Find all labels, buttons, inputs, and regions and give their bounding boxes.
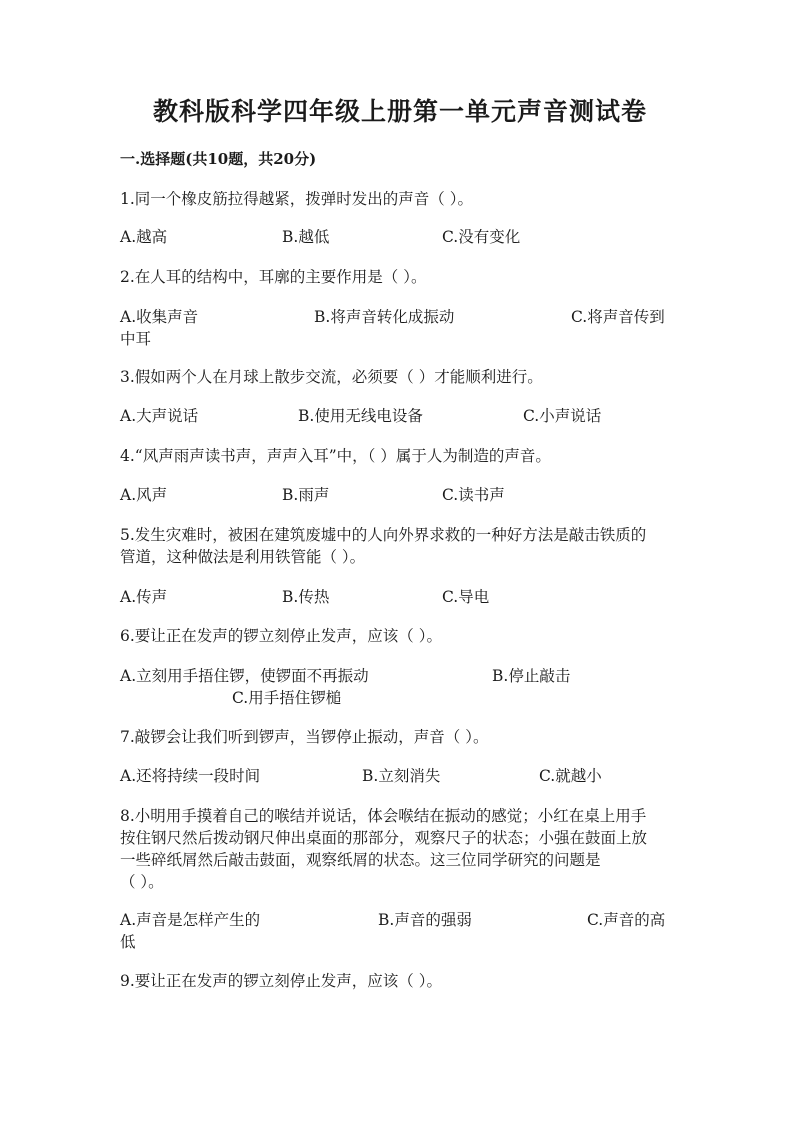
option-c[interactable]: C.将声音传到: [571, 308, 665, 326]
page-title: 教科版科学四年级上册第一单元声音测试卷: [152, 97, 647, 126]
option-b[interactable]: B.声音的强弱: [378, 911, 472, 929]
question-7-options: [120, 765, 680, 787]
option-b[interactable]: B.越低: [282, 228, 330, 246]
option-a[interactable]: A.大声说话: [120, 407, 199, 425]
option-b[interactable]: B.将声音转化成振动: [314, 308, 455, 326]
option-c[interactable]: C.没有变化: [442, 228, 521, 246]
option-c[interactable]: C.用手捂住锣槌: [232, 689, 342, 707]
question-8-stem-line-1: 8.小明用手摸着自己的喉结并说话，体会喉结在振动的感觉；小红在桌上用手: [120, 807, 647, 825]
question-8-stem-line-4: （ ）。: [120, 873, 164, 891]
question-8-options: [120, 909, 680, 931]
option-c-continuation: 中耳: [120, 330, 152, 348]
option-c[interactable]: C.读书声: [442, 486, 505, 504]
question-1-stem: 1.同一个橡皮筋拉得越紧，拨弹时发出的声音（ ）。: [120, 190, 473, 208]
question-6-stem: 6.要让正在发声的锣立刻停止发声，应该（ ）。: [120, 627, 442, 645]
option-a[interactable]: A.还将持续一段时间: [120, 767, 261, 785]
question-2-stem: 2.在人耳的结构中，耳廓的主要作用是（ ）。: [120, 268, 427, 286]
option-a[interactable]: A.收集声音: [120, 308, 199, 326]
option-b[interactable]: B.立刻消失: [362, 767, 441, 785]
option-c[interactable]: C.声音的高: [587, 911, 666, 929]
option-c[interactable]: C.小声说话: [523, 407, 602, 425]
question-2-options: [120, 306, 680, 328]
question-3-options: [120, 405, 680, 427]
question-4-options: [120, 484, 680, 506]
option-a[interactable]: A.声音是怎样产生的: [120, 911, 261, 929]
option-b[interactable]: B.停止敲击: [492, 667, 571, 685]
question-5-stem-line-2: 管道，这种做法是利用铁管能（ ）。: [120, 548, 366, 566]
question-6-options: [120, 665, 680, 687]
option-a[interactable]: A.传声: [120, 588, 168, 606]
section-heading: 一.选择题(共10题，共20分): [120, 150, 317, 168]
question-7-stem: 7.敲锣会让我们听到锣声，当锣停止振动，声音（ ）。: [120, 728, 489, 746]
question-4-stem: 4.“风声雨声读书声，声声入耳”中，（ ）属于人为制造的声音。: [120, 447, 551, 465]
option-b[interactable]: B.使用无线电设备: [298, 407, 423, 425]
option-c[interactable]: C.就越小: [539, 767, 602, 785]
question-5-options: [120, 586, 680, 608]
question-3-stem: 3.假如两个人在月球上散步交流，必须要（ ）才能顺利进行。: [120, 368, 543, 386]
question-1-options: [120, 226, 680, 248]
option-a[interactable]: A.立刻用手捂住锣，使锣面不再振动: [120, 667, 369, 685]
question-8-stem-line-2: 按住钢尺然后拨动钢尺伸出桌面的那部分，观察尺子的状态；小强在鼓面上放: [120, 829, 648, 847]
question-5-stem-line-1: 5.发生灾难时，被困在建筑废墟中的人向外界求救的一种好方法是敲击铁质的: [120, 526, 647, 544]
option-a[interactable]: A.风声: [120, 486, 168, 504]
option-a[interactable]: A.越高: [120, 228, 168, 246]
option-c-continuation: 低: [120, 933, 136, 951]
question-8-stem-line-3: 一些碎纸屑然后敲击鼓面，观察纸屑的状态。这三位同学研究的问题是: [120, 851, 601, 869]
option-b[interactable]: B.雨声: [282, 486, 330, 504]
option-c[interactable]: C.导电: [442, 588, 490, 606]
option-b[interactable]: B.传热: [282, 588, 330, 606]
question-9-stem: 9.要让正在发声的锣立刻停止发声，应该（ ）。: [120, 972, 442, 990]
